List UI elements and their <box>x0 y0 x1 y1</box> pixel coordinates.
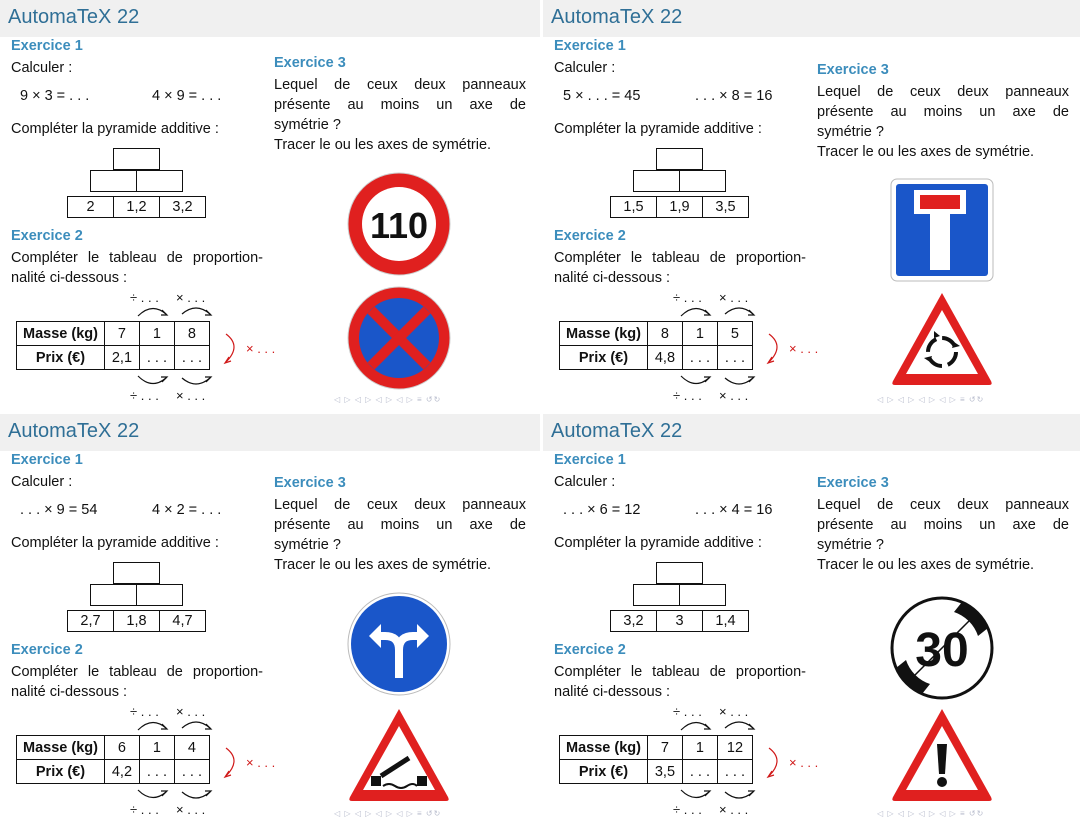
symmetry-question-line-3: symétrie ? <box>274 117 341 133</box>
table-row <box>17 736 210 760</box>
pyramid-base-cell-1: 2 <box>67 196 114 218</box>
masse-cell-1: 6 <box>104 736 139 760</box>
pyramid-base-cell-3: 3,5 <box>702 196 749 218</box>
pyramid-instruction: Compléter la pyramide additive : <box>11 535 219 551</box>
pyramid-base-cell-3: 4,7 <box>159 610 206 632</box>
symmetry-question-line-2: présente au moins un axe de <box>274 517 526 533</box>
symmetry-question-line-4: Tracer le ou les axes de symétrie. <box>817 557 1035 573</box>
bottom-divide-operator: ÷ . . . <box>673 802 702 817</box>
symmetry-question-line-2: présente au moins un axe de <box>817 104 1069 120</box>
slide-2 <box>543 0 1080 410</box>
calculation-2: 4 × 9 = . . . <box>152 88 222 104</box>
prix-cell-2: . . . <box>139 346 174 370</box>
side-multiply-operator: × . . . <box>789 341 819 356</box>
danger-warning-sign-icon <box>890 706 994 810</box>
exercise-3-title: Exercice 3 <box>274 475 346 491</box>
pyramid-middle-cell-right <box>136 170 183 192</box>
masse-cell-3: 5 <box>717 322 752 346</box>
top-divide-operator: ÷ . . . <box>130 290 159 305</box>
proportion-instruction-line-2: nalité ci-dessous : <box>554 684 671 700</box>
slide-3 <box>0 414 540 824</box>
calculation-1: 5 × . . . = 45 <box>563 88 641 104</box>
proportion-instruction-line-1: Compléter le tableau de proportion- <box>11 664 263 680</box>
table-row <box>560 760 753 784</box>
table-row <box>17 346 210 370</box>
pyramid-instruction: Compléter la pyramide additive : <box>554 121 762 137</box>
exercise-2-title: Exercice 2 <box>11 228 83 244</box>
slide-title: AutomaTeX 22 <box>551 6 683 28</box>
proportion-table <box>16 321 210 370</box>
pyramid-base-cell-3: 3,2 <box>159 196 206 218</box>
masse-cell-3: 4 <box>174 736 209 760</box>
pyramid-base-cell-1: 3,2 <box>610 610 657 632</box>
proportion-instruction-line-2: nalité ci-dessous : <box>11 684 128 700</box>
beamer-navigation[interactable]: ◁ ▷ ◁ ▷ ◁ ▷ ◁ ▷ ≡ ↺↻ <box>877 395 985 404</box>
pyramid-middle-cell-left <box>90 170 137 192</box>
header-masse: Masse (kg) <box>560 736 648 760</box>
pyramid-base-cell-1: 2,7 <box>67 610 114 632</box>
table-row <box>560 322 753 346</box>
exercise-2-title: Exercice 2 <box>554 228 626 244</box>
prix-cell-1: 4,8 <box>647 346 682 370</box>
pyramid-instruction: Compléter la pyramide additive : <box>11 121 219 137</box>
prix-cell-3: . . . <box>717 760 752 784</box>
calculate-instruction: Calculer : <box>11 474 73 490</box>
symmetry-question-line-1: Lequel de ceux deux panneaux <box>817 497 1069 513</box>
header-prix: Prix (€) <box>17 346 105 370</box>
speed-limit-110-sign-icon <box>347 172 451 276</box>
side-multiply-operator: × . . . <box>789 755 819 770</box>
turn-left-or-right-sign-icon <box>347 592 451 696</box>
beamer-navigation[interactable]: ◁ ▷ ◁ ▷ ◁ ▷ ◁ ▷ ≡ ↺↻ <box>334 395 442 404</box>
top-arrows <box>673 300 773 320</box>
prix-cell-2: . . . <box>682 760 717 784</box>
prix-cell-2: . . . <box>139 760 174 784</box>
side-multiply-operator: × . . . <box>246 755 276 770</box>
top-divide-operator: ÷ . . . <box>673 290 702 305</box>
bottom-divide-operator: ÷ . . . <box>673 388 702 403</box>
top-arrows <box>673 714 773 734</box>
symmetry-question-line-3: symétrie ? <box>817 537 884 553</box>
header-prix: Prix (€) <box>17 760 105 784</box>
calculation-2: 4 × 2 = . . . <box>152 502 222 518</box>
header-prix: Prix (€) <box>560 346 648 370</box>
pyramid-middle-cell-left <box>633 584 680 606</box>
proportion-instruction-line-1: Compléter le tableau de proportion- <box>554 250 806 266</box>
proportion-instruction-line-1: Compléter le tableau de proportion- <box>11 250 263 266</box>
pyramid-base-cell-1: 1,5 <box>610 196 657 218</box>
masse-cell-3: 8 <box>174 322 209 346</box>
proportion-instruction-line-2: nalité ci-dessous : <box>554 270 671 286</box>
header-masse: Masse (kg) <box>560 322 648 346</box>
header-masse: Masse (kg) <box>17 736 105 760</box>
symmetry-question-line-3: symétrie ? <box>817 124 884 140</box>
exercise-1-title: Exercice 1 <box>11 452 83 468</box>
calculate-instruction: Calculer : <box>554 60 616 76</box>
table-row <box>17 760 210 784</box>
pyramid-top-cell <box>656 562 703 584</box>
top-arrows <box>130 714 230 734</box>
symmetry-question-line-1: Lequel de ceux deux panneaux <box>817 84 1069 100</box>
exercise-3-title: Exercice 3 <box>817 475 889 491</box>
prix-cell-1: 3,5 <box>647 760 682 784</box>
bottom-multiply-operator: × . . . <box>719 802 749 817</box>
masse-cell-1: 7 <box>647 736 682 760</box>
svg-text:110: 110 <box>369 205 429 246</box>
roundabout-warning-sign-icon <box>890 290 994 394</box>
table-row <box>560 346 753 370</box>
bottom-divide-operator: ÷ . . . <box>130 388 159 403</box>
svg-text:30: 30 <box>915 624 969 677</box>
swing-bridge-warning-sign-icon <box>347 706 451 810</box>
masse-cell-1: 7 <box>104 322 139 346</box>
prix-cell-2: . . . <box>682 346 717 370</box>
proportion-instruction-line-2: nalité ci-dessous : <box>11 270 128 286</box>
pyramid-base-cell-2: 1,2 <box>113 196 160 218</box>
top-arrows <box>130 300 230 320</box>
top-multiply-operator: × . . . <box>719 290 749 305</box>
pyramid-top-cell <box>113 562 160 584</box>
exercise-1-title: Exercice 1 <box>11 38 83 54</box>
proportion-table <box>559 735 753 784</box>
masse-cell-2: 1 <box>139 322 174 346</box>
slide-title: AutomaTeX 22 <box>551 420 683 442</box>
table-row <box>560 736 753 760</box>
exercise-3-title: Exercice 3 <box>274 55 346 71</box>
proportion-instruction-line-1: Compléter le tableau de proportion- <box>554 664 806 680</box>
exercise-2-title: Exercice 2 <box>11 642 83 658</box>
header-masse: Masse (kg) <box>17 322 105 346</box>
table-row <box>17 322 210 346</box>
bottom-multiply-operator: × . . . <box>176 388 206 403</box>
slide-4 <box>543 414 1080 824</box>
symmetry-question-line-2: présente au moins un axe de <box>817 517 1069 533</box>
prix-cell-3: . . . <box>717 346 752 370</box>
masse-cell-2: 1 <box>682 322 717 346</box>
bottom-divide-operator: ÷ . . . <box>130 802 159 817</box>
pyramid-base-cell-2: 1,8 <box>113 610 160 632</box>
pyramid-middle-cell-right <box>679 170 726 192</box>
symmetry-question-line-4: Tracer le ou les axes de symétrie. <box>274 137 492 153</box>
pyramid-base-cell-2: 3 <box>656 610 703 632</box>
exercise-3-title: Exercice 3 <box>817 62 889 78</box>
symmetry-question-line-1: Lequel de ceux deux panneaux <box>274 77 526 93</box>
pyramid-base-cell-3: 1,4 <box>702 610 749 632</box>
pyramid-base-cell-2: 1,9 <box>656 196 703 218</box>
pyramid-top-cell <box>113 148 160 170</box>
symmetry-question-line-1: Lequel de ceux deux panneaux <box>274 497 526 513</box>
symmetry-question-line-3: symétrie ? <box>274 537 341 553</box>
top-divide-operator: ÷ . . . <box>673 704 702 719</box>
pyramid-middle-cell-left <box>90 584 137 606</box>
top-divide-operator: ÷ . . . <box>130 704 159 719</box>
top-multiply-operator: × . . . <box>176 704 206 719</box>
calculate-instruction: Calculer : <box>11 60 73 76</box>
dead-end-sign-icon <box>890 178 994 282</box>
beamer-navigation[interactable]: ◁ ▷ ◁ ▷ ◁ ▷ ◁ ▷ ≡ ↺↻ <box>334 809 442 818</box>
calculation-2: . . . × 8 = 16 <box>695 88 773 104</box>
side-multiply-operator: × . . . <box>246 341 276 356</box>
calculation-1: . . . × 9 = 54 <box>20 502 98 518</box>
masse-cell-1: 8 <box>647 322 682 346</box>
exercise-1-title: Exercice 1 <box>554 452 626 468</box>
symmetry-question-line-2: présente au moins un axe de <box>274 97 526 113</box>
proportion-table <box>16 735 210 784</box>
symmetry-question-line-4: Tracer le ou les axes de symétrie. <box>274 557 492 573</box>
top-multiply-operator: × . . . <box>176 290 206 305</box>
bottom-multiply-operator: × . . . <box>176 802 206 817</box>
calculation-2: . . . × 4 = 16 <box>695 502 773 518</box>
end-of-speed-limit-30-sign-icon <box>890 596 994 700</box>
prix-cell-3: . . . <box>174 760 209 784</box>
prix-cell-1: 2,1 <box>104 346 139 370</box>
slide-1 <box>0 0 540 410</box>
beamer-navigation[interactable]: ◁ ▷ ◁ ▷ ◁ ▷ ◁ ▷ ≡ ↺↻ <box>877 809 985 818</box>
masse-cell-3: 12 <box>717 736 752 760</box>
calculate-instruction: Calculer : <box>554 474 616 490</box>
bottom-multiply-operator: × . . . <box>719 388 749 403</box>
top-multiply-operator: × . . . <box>719 704 749 719</box>
prix-cell-1: 4,2 <box>104 760 139 784</box>
exercise-1-title: Exercice 1 <box>554 38 626 54</box>
pyramid-middle-cell-right <box>679 584 726 606</box>
slide-title: AutomaTeX 22 <box>8 420 140 442</box>
pyramid-middle-cell-left <box>633 170 680 192</box>
prix-cell-3: . . . <box>174 346 209 370</box>
calculation-1: 9 × 3 = . . . <box>20 88 90 104</box>
pyramid-top-cell <box>656 148 703 170</box>
masse-cell-2: 1 <box>139 736 174 760</box>
pyramid-instruction: Compléter la pyramide additive : <box>554 535 762 551</box>
masse-cell-2: 1 <box>682 736 717 760</box>
calculation-1: . . . × 6 = 12 <box>563 502 641 518</box>
symmetry-question-line-4: Tracer le ou les axes de symétrie. <box>817 144 1035 160</box>
slide-title: AutomaTeX 22 <box>8 6 140 28</box>
proportion-table <box>559 321 753 370</box>
header-prix: Prix (€) <box>560 760 648 784</box>
no-parking-sign-icon <box>347 286 451 390</box>
exercise-2-title: Exercice 2 <box>554 642 626 658</box>
pyramid-middle-cell-right <box>136 584 183 606</box>
